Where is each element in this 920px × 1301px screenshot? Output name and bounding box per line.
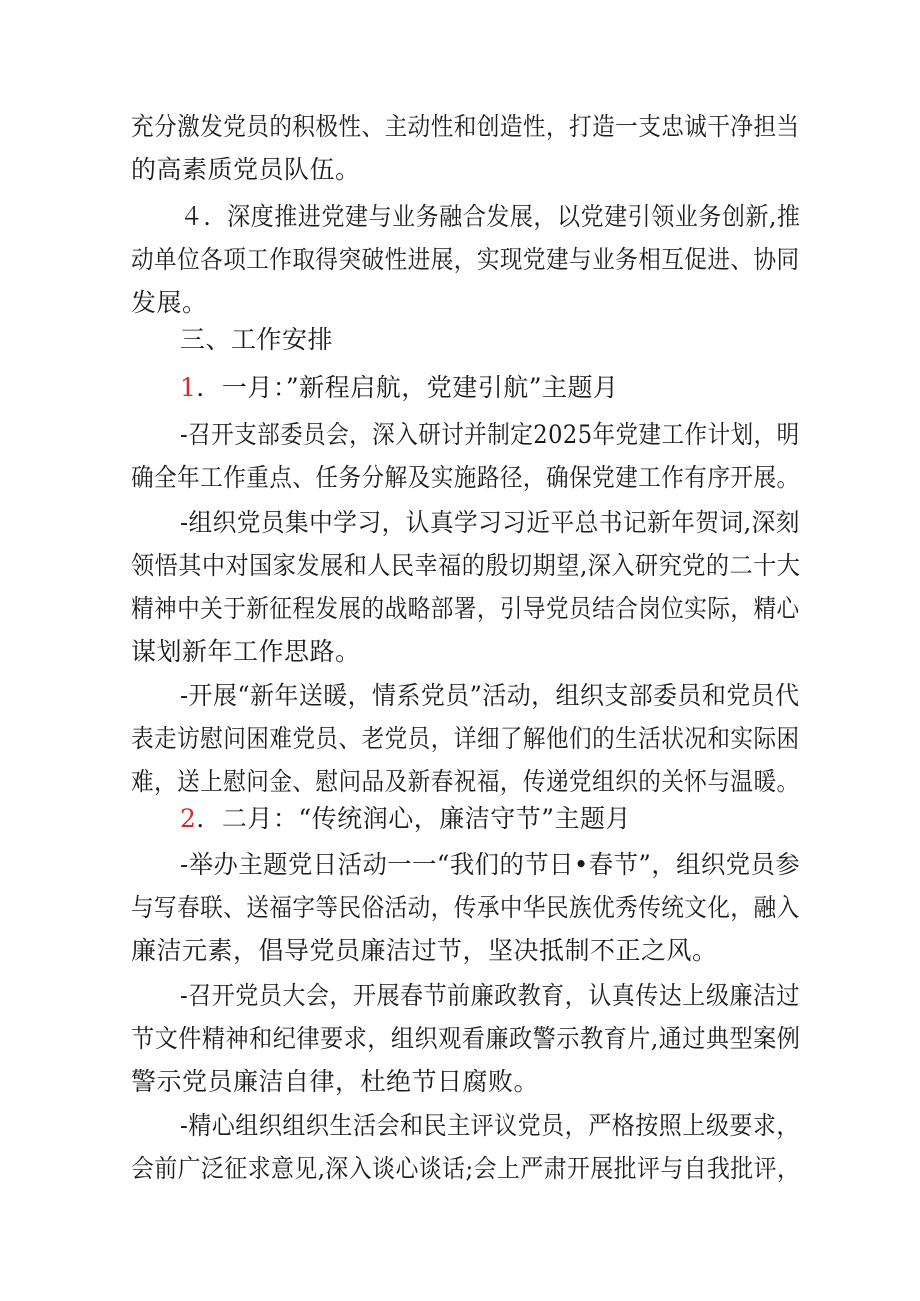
paragraph-line: 动单位各项工作取得突破性进展，实现党建与业务相互促进、协同 [131,245,800,274]
paragraph-line: 谋划新年工作思路。 [131,637,361,666]
month-heading-january [180,373,618,403]
month-title: ．二月：“传统润心，廉洁守节”主题月 [196,804,631,833]
paragraph-line: 充分激发党员的积极性、主动性和创造性，打造一支忠诚干净担当 [131,112,800,141]
paragraph-line: 难，送上慰问金、慰问品及新春祝福，传递党组织的关怀与温暖。 [131,767,800,796]
paragraph-line: 确全年工作重点、任务分解及实施路径，确保党建工作有序开展。 [131,463,800,492]
paragraph-line: 发展。 [131,288,208,317]
paragraph-line: 表走访慰问困难党员、老党员，详细了解他们的生活状况和实际困 [131,724,800,753]
paragraph-line: 会前广泛征求意见,深入谈心谈话;会上严肃开展批评与自我批评， [131,1154,801,1183]
item-number: 2 [180,804,197,833]
paragraph-line: -举办主题党日活动一一“我们的节日•春节”，组织党员参 [180,850,801,879]
month-heading-february [180,804,631,834]
paragraph-line: -召开支部委员会，深入研讨并制定2025年党建工作计划，明 [180,420,800,449]
item-number: 1 [180,373,197,402]
paragraph-line: 廉洁元素，倡导党员廉洁过节，坚决抵制不正之风。 [131,936,718,965]
paragraph-line: -组织党员集中学习，认真学习习近平总书记新年贺词,深刻 [180,508,800,537]
paragraph-line: 的高素质党员队伍。 [131,155,361,184]
paragraph-line: -召开党员大会，开展春节前廉政教育，认真传达上级廉洁过 [180,981,800,1010]
paragraph-line: -精心组织组织生活会和民主评议党员，严格按照上级要求， [180,1111,800,1140]
section-heading: 三、工作安排 [180,325,334,354]
paragraph-line: -开展“新年送暖，情系党员”活动，组织支部委员和党员代 [180,681,800,710]
paragraph-line: 警示党员廉洁自律，杜绝节日腐败。 [131,1067,540,1096]
paragraph-line: 领悟其中对国家发展和人民幸福的殷切期望,深入研究党的二十大 [131,551,801,580]
paragraph-line: ４．深度推进党建与业务融合发展，以党建引领业务创新,推 [180,202,801,231]
paragraph-line: 节文件精神和纪律要求，组织观看廉政警示教育片,通过典型案例 [131,1024,801,1053]
paragraph-line: 与写春联、送福字等民俗活动，传承中华民族优秀传统文化，融入 [131,893,800,922]
paragraph-line: 精神中关于新征程发展的战略部署，引导党员结合岗位实际，精心 [131,594,800,623]
month-title: ．一月：”新程启航，党建引航”主题月 [196,373,619,402]
